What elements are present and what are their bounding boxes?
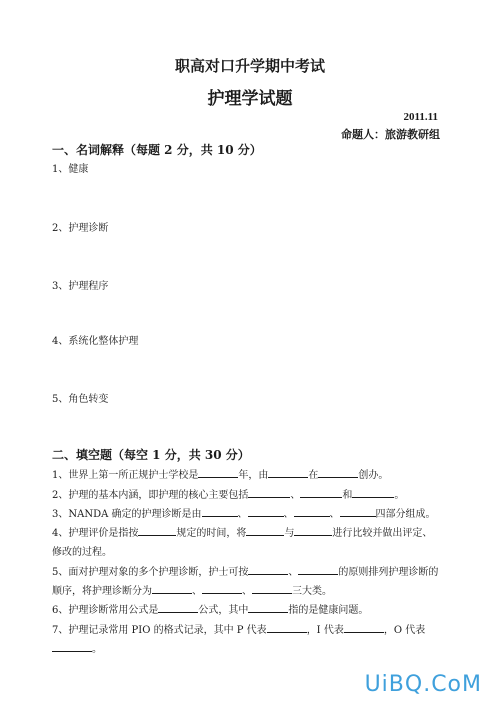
question-6: 6、护理诊断常用公式是 公式，其中 指的是健康问题。 <box>52 601 368 616</box>
exam-title: 职高对口升学期中考试 <box>174 57 325 75</box>
exam-subtitle: 护理学试题 <box>207 89 293 109</box>
answer-blank <box>294 505 330 517</box>
question-5-cont: 顺序，将护理诊断分为 、 、 三大类。 <box>52 582 332 597</box>
answer-blank <box>294 524 332 536</box>
watermark-logo: UiBQ.CoM <box>364 672 482 697</box>
question-7-cont: 。 <box>52 640 102 655</box>
answer-blank <box>246 524 284 536</box>
answer-blank <box>202 582 242 594</box>
section1-item-4: 4、系统化整体护理 <box>52 336 139 347</box>
question-3: 3、NANDA 确定的护理诊断是由 、 、 、 四部分组成。 <box>52 505 436 520</box>
section2-heading: 二、填空题（每空 1 分，共 30 分） <box>52 448 250 462</box>
answer-blank <box>352 486 394 498</box>
question-1: 1、世界上第一所正规护士学校是 年，由 在 创办。 <box>52 466 388 481</box>
answer-blank <box>248 601 288 613</box>
question-7: 7、护理记录常用 PIO 的格式记录，其中 P 代表 ，I 代表 ，O 代表 <box>52 621 425 636</box>
answer-blank <box>318 466 358 478</box>
answer-blank <box>248 505 284 517</box>
question-4: 4、护理评价是指按 规定的时间，将 与 进行比较并做出评定、 <box>52 524 432 539</box>
exam-date: 2011.11 <box>403 111 438 123</box>
answer-blank <box>158 601 198 613</box>
answer-blank <box>248 486 290 498</box>
section1-item-3: 3、护理程序 <box>52 281 109 292</box>
answer-blank <box>152 582 192 594</box>
answer-blank <box>267 621 307 633</box>
answer-blank <box>198 466 238 478</box>
section1-item-5: 5、角色转变 <box>52 394 109 405</box>
answer-blank <box>138 524 176 536</box>
answer-blank <box>298 563 338 575</box>
exam-author: 命题人：旅游教研组 <box>341 128 440 141</box>
section1-heading: 一、名词解释（每题 2 分，共 10 分） <box>52 143 262 157</box>
answer-blank <box>202 505 238 517</box>
question-4-cont: 修改的过程。 <box>52 547 112 558</box>
answer-blank <box>340 505 376 517</box>
answer-blank <box>252 582 292 594</box>
question-5: 5、面对护理对象的多个护理诊断，护士可按 、 的原则排列护理诊断的 <box>52 563 438 578</box>
answer-blank <box>52 640 92 652</box>
answer-blank <box>248 563 288 575</box>
question-2: 2、护理的基本内涵，即护理的核心主要包括 、 和 。 <box>52 486 404 501</box>
answer-blank <box>344 621 384 633</box>
answer-blank <box>268 466 308 478</box>
answer-blank <box>300 486 342 498</box>
section1-item-1: 1、健康 <box>52 164 89 175</box>
section1-item-2: 2、护理诊断 <box>52 223 109 234</box>
